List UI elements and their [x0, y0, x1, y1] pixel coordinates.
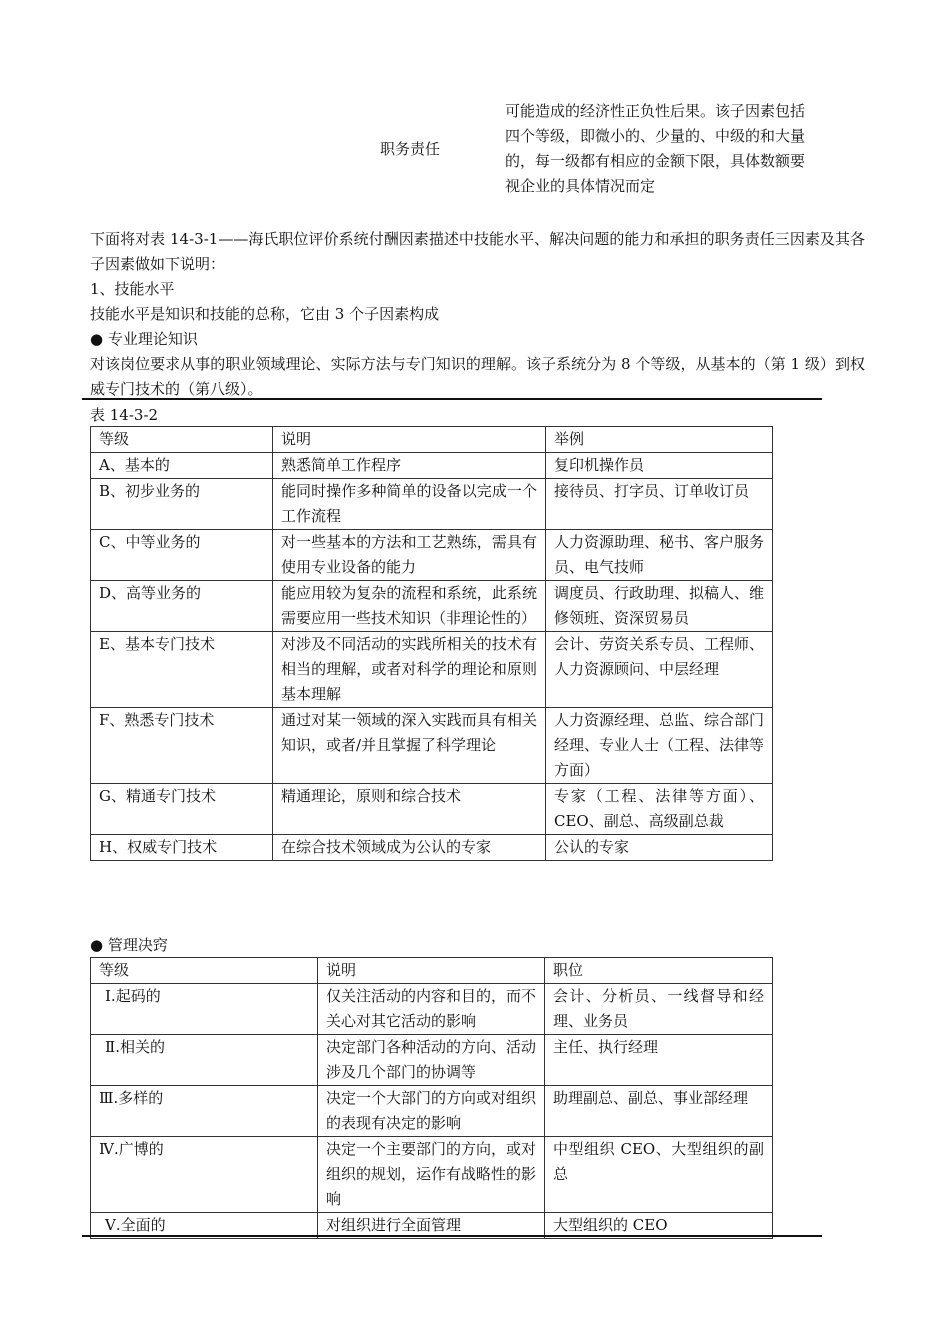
horizontal-rule — [82, 398, 822, 400]
example-cell: 人力资源经理、总监、综合部门经理、专业人士（工程、法律等方面） — [546, 708, 773, 784]
description-cell: 熟悉简单工作程序 — [273, 453, 546, 479]
duty-responsibility-label: 职务责任 — [380, 140, 441, 158]
header-cell: 举例 — [546, 427, 773, 453]
level-cell: B、初步业务的 — [91, 479, 273, 530]
level-cell: Ⅳ.广博的 — [91, 1137, 318, 1213]
management-knowhow-table — [90, 957, 773, 1239]
position-cell: 会计、分析员、一线督导和经理、业务员 — [545, 984, 773, 1035]
example-cell: 接待员、打字员、订单收订员 — [546, 479, 773, 530]
description-cell: 精通理论，原则和综合技术 — [273, 784, 546, 835]
table-row — [91, 984, 773, 1035]
section-heading-skill: 1、技能水平 — [90, 280, 175, 298]
table-row — [91, 453, 773, 479]
header-cell: 等级 — [91, 427, 273, 453]
level-cell: H、权威专门技术 — [91, 835, 273, 861]
description-cell: 决定一个主要部门的方向，或对组织的规划，运作有战略性的影响 — [318, 1137, 545, 1213]
header-cell: 职位 — [545, 958, 773, 984]
table-row — [91, 581, 773, 632]
level-cell: Ⅰ.起码的 — [91, 984, 318, 1035]
duty-responsibility-text — [505, 99, 860, 199]
intro-section — [90, 227, 865, 402]
example-cell: 公认的专家 — [546, 835, 773, 861]
level-cell: Ⅲ.多样的 — [91, 1086, 318, 1137]
level-cell: F、熟悉专门技术 — [91, 708, 273, 784]
knowledge-description: 对该岗位要求从事的职业领域理论、实际方法与专门知识的理解。该子系统分为 8 个等级，从基本的（第 1 级）到权威专门技术的（第八级）。 — [90, 355, 865, 398]
description-cell: 能应用较为复杂的流程和系统，此系统需要应用一些技术知识（非理论性的） — [273, 581, 546, 632]
table-header-row — [91, 427, 773, 453]
position-cell: 助理副总、副总、事业部经理 — [545, 1086, 773, 1137]
description-cell: 通过对某一领域的深入实践而具有相关知识，或者/并且掌握了科学理论 — [273, 708, 546, 784]
example-cell: 人力资源助理、秘书、客户服务员、电气技师 — [546, 530, 773, 581]
table-row — [91, 530, 773, 581]
example-cell: 专家（工程、法律等方面）、CEO、副总、高级副总裁 — [546, 784, 773, 835]
table-row — [91, 1137, 773, 1213]
level-cell: Ⅴ.全面的 — [91, 1213, 318, 1239]
table-caption: 表 14-3-2 — [90, 406, 159, 424]
position-cell: 主任、执行经理 — [545, 1035, 773, 1086]
skill-definition: 技能水平是知识和技能的总称，它由 3 个子因素构成 — [90, 305, 440, 323]
bullet-professional-knowledge: ● 专业理论知识 — [90, 330, 198, 348]
description-cell: 能同时操作多种简单的设备以完成一个工作流程 — [273, 479, 546, 530]
table-header-row — [91, 958, 773, 984]
header-cell: 说明 — [318, 958, 545, 984]
table-row — [91, 1086, 773, 1137]
description-cell: 决定部门各种活动的方向、活动涉及几个部门的协调等 — [318, 1035, 545, 1086]
description-cell: 对组织进行全面管理 — [318, 1213, 545, 1239]
horizontal-rule — [82, 1235, 822, 1237]
table-row — [91, 632, 773, 708]
text-line: 的，每一级都有相应的金额下限，具体数额要 — [505, 152, 806, 170]
level-cell: C、中等业务的 — [91, 530, 273, 581]
header-cell: 等级 — [91, 958, 318, 984]
level-cell: E、基本专门技术 — [91, 632, 273, 708]
bullet-management-knowhow: ● 管理决窍 — [90, 936, 168, 954]
intro-paragraph: 下面将对表 14-3-1——海氏职位评价系统付酬因素描述中技能水平、解决问题的能力和承担的职务责任三因素及其各子因素做如下说明： — [90, 230, 865, 273]
example-cell: 复印机操作员 — [546, 453, 773, 479]
text-line: 四个等级，即微小的、少量的、中级的和大量 — [505, 127, 806, 145]
example-cell: 会计、劳资关系专员、工程师、人力资源顾问、中层经理 — [546, 632, 773, 708]
example-cell: 调度员、行政助理、拟稿人、维修领班、资深贸易员 — [546, 581, 773, 632]
level-cell: A、基本的 — [91, 453, 273, 479]
knowledge-levels-table — [90, 426, 773, 861]
description-cell: 决定一个大部门的方向或对组织的表现有决定的影响 — [318, 1086, 545, 1137]
level-cell: Ⅱ.相关的 — [91, 1035, 318, 1086]
level-cell: D、高等业务的 — [91, 581, 273, 632]
header-cell: 说明 — [273, 427, 546, 453]
description-cell: 对涉及不同活动的实践所相关的技术有相当的理解，或者对科学的理论和原则基本理解 — [273, 632, 546, 708]
description-cell: 在综合技术领域成为公认的专家 — [273, 835, 546, 861]
table-row — [91, 479, 773, 530]
table-row — [91, 1035, 773, 1086]
position-cell: 大型组织的 CEO — [545, 1213, 773, 1239]
table-row — [91, 835, 773, 861]
description-cell: 对一些基本的方法和工艺熟练，需具有使用专业设备的能力 — [273, 530, 546, 581]
description-cell: 仅关注活动的内容和目的，而不关心对其它活动的影响 — [318, 984, 545, 1035]
position-cell: 中型组织 CEO、大型组织的副总 — [545, 1137, 773, 1213]
level-cell: G、精通专门技术 — [91, 784, 273, 835]
table-row — [91, 708, 773, 784]
table-row — [91, 784, 773, 835]
text-line: 可能造成的经济性正负性后果。该子因素包括 — [505, 102, 806, 120]
text-line: 视企业的具体情况而定 — [505, 177, 656, 195]
